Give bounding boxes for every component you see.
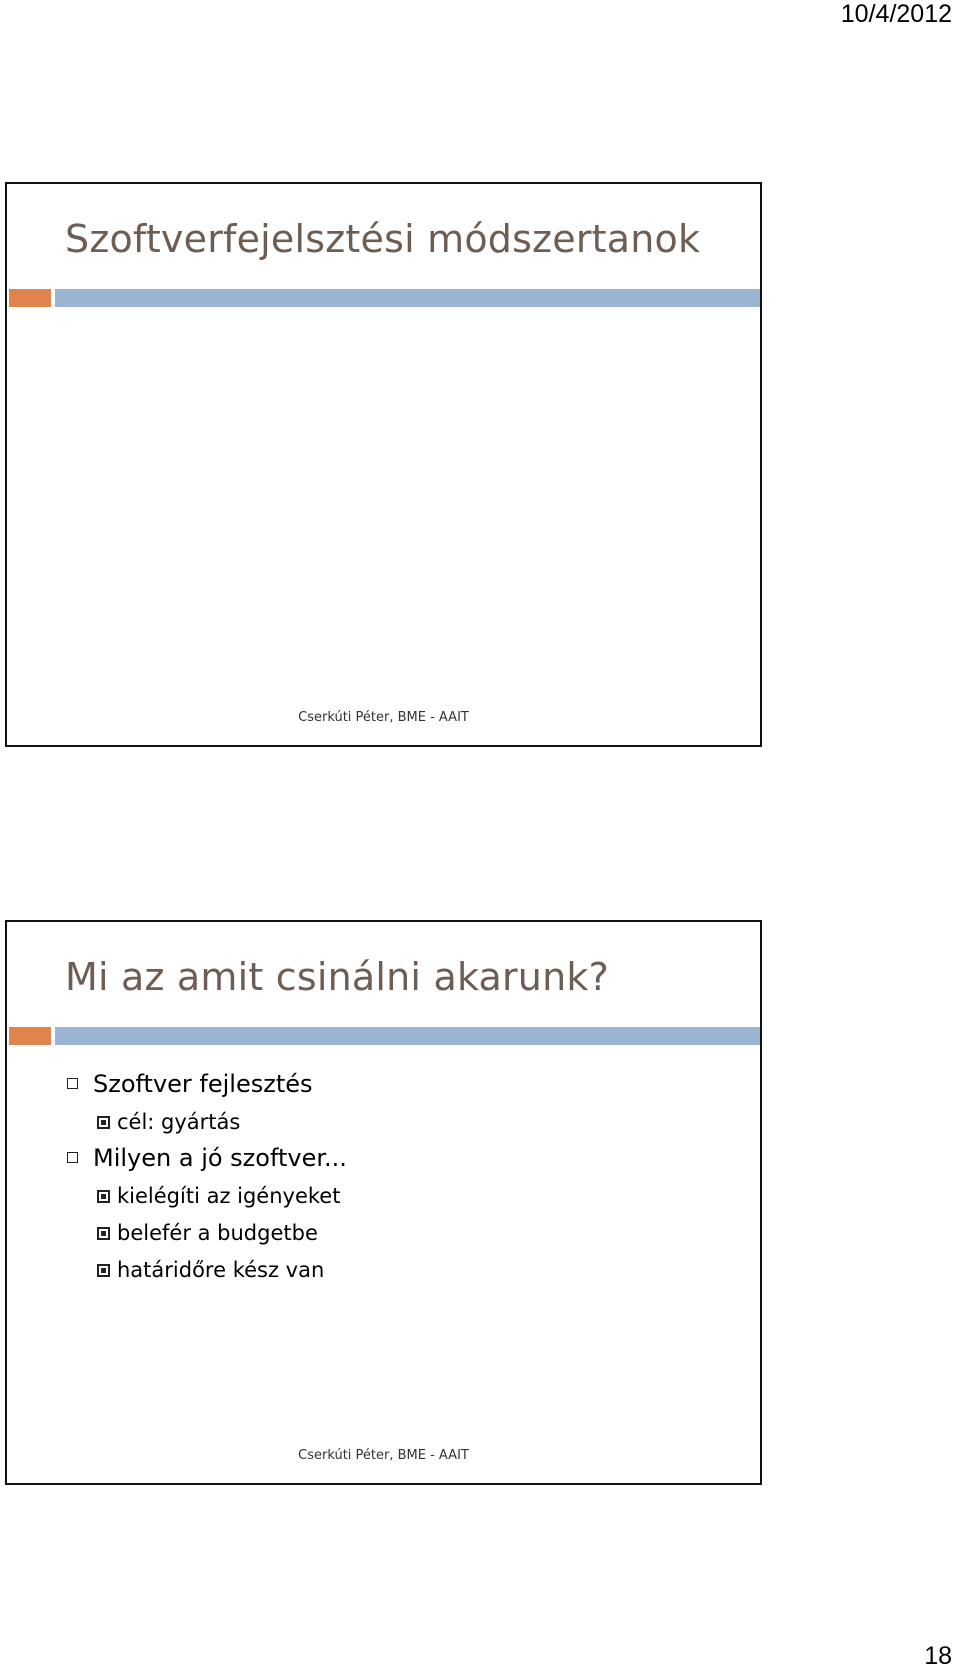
bullet-item <box>67 1143 347 1173</box>
sub-bullet-item <box>67 1256 347 1284</box>
slide-title: Mi az amit csinálni akarunk? <box>65 955 609 999</box>
page-number: 18 <box>924 1642 952 1670</box>
bullet-list <box>67 1062 347 1284</box>
sub-bullet-item <box>67 1108 347 1136</box>
filled-square-bullet-icon <box>97 1264 110 1277</box>
slide-2 <box>5 920 762 1485</box>
slide-footer: Cserkúti Péter, BME - AAIT <box>298 1448 469 1463</box>
hollow-square-bullet-icon <box>67 1078 78 1089</box>
title-accent-orange <box>9 289 51 307</box>
bullet-item <box>67 1069 347 1099</box>
slide-1 <box>5 182 762 747</box>
slide-title: Szoftverfejelsztési módszertanok <box>65 217 701 261</box>
title-accent-blue <box>55 1027 760 1045</box>
title-accent-orange <box>9 1027 51 1045</box>
sub-bullet-text: cél: gyártás <box>117 1110 241 1134</box>
filled-square-bullet-icon <box>97 1227 110 1240</box>
title-accent-blue <box>55 289 760 307</box>
hollow-square-bullet-icon <box>67 1152 78 1163</box>
slide-footer: Cserkúti Péter, BME - AAIT <box>298 710 469 725</box>
date-header: 10/4/2012 <box>840 0 952 28</box>
sub-bullet-text: kielégíti az igényeket <box>117 1184 341 1208</box>
filled-square-bullet-icon <box>97 1190 110 1203</box>
bullet-text: Szoftver fejlesztés <box>93 1070 313 1098</box>
bullet-text: Milyen a jó szoftver... <box>93 1144 347 1172</box>
sub-bullet-item <box>67 1182 347 1210</box>
sub-bullet-item <box>67 1219 347 1247</box>
filled-square-bullet-icon <box>97 1116 110 1129</box>
sub-bullet-text: belefér a budgetbe <box>117 1221 318 1245</box>
sub-bullet-text: határidőre kész van <box>117 1258 325 1282</box>
